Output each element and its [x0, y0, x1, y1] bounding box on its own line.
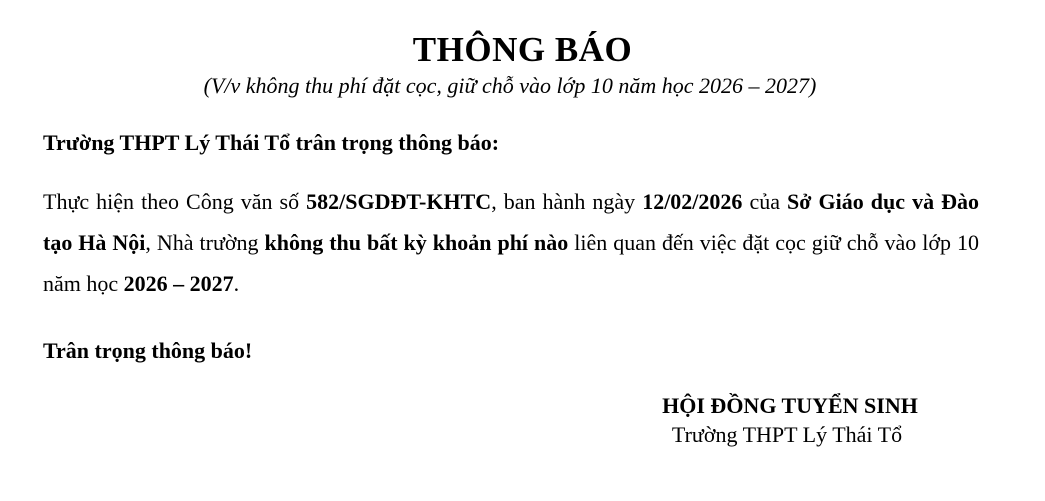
- body-text-3: của: [742, 189, 788, 214]
- body-text-5: liên quan đến việc đặt cọc giữ chỗ vào lớp 10 năm học: [43, 230, 979, 296]
- signature-organization: HỘI ĐỒNG TUYỂN SINH: [662, 393, 918, 418]
- no-fee-statement: không thu bất kỳ khoản phí nào: [264, 230, 569, 255]
- school-year: 2026 – 2027: [123, 271, 234, 296]
- body-text-4: , Nhà trường: [145, 230, 265, 255]
- document-number: 582/SGDĐT-KHTC: [306, 189, 492, 214]
- body-text-2: , ban hành ngày: [491, 189, 643, 214]
- notice-body: [43, 181, 979, 304]
- signature-school: Trường THPT Lý Thái Tổ: [671, 422, 903, 447]
- notice-subtitle: (V/v không thu phí đặt cọc, giữ chỗ vào lớp 10 năm học 2026 – 2027): [203, 73, 817, 98]
- issue-date: 12/02/2026: [642, 189, 743, 214]
- department-name: Sở Giáo dục và Đào tạo Hà Nội: [43, 189, 980, 255]
- body-text-1: Thực hiện theo Công văn số: [43, 189, 307, 214]
- notice-closing: Trân trọng thông báo!: [43, 338, 253, 363]
- notice-intro: Trường THPT Lý Thái Tổ trân trọng thông báo:: [43, 130, 500, 155]
- body-text-6: .: [233, 271, 240, 296]
- notice-title: THÔNG BÁO: [412, 30, 633, 69]
